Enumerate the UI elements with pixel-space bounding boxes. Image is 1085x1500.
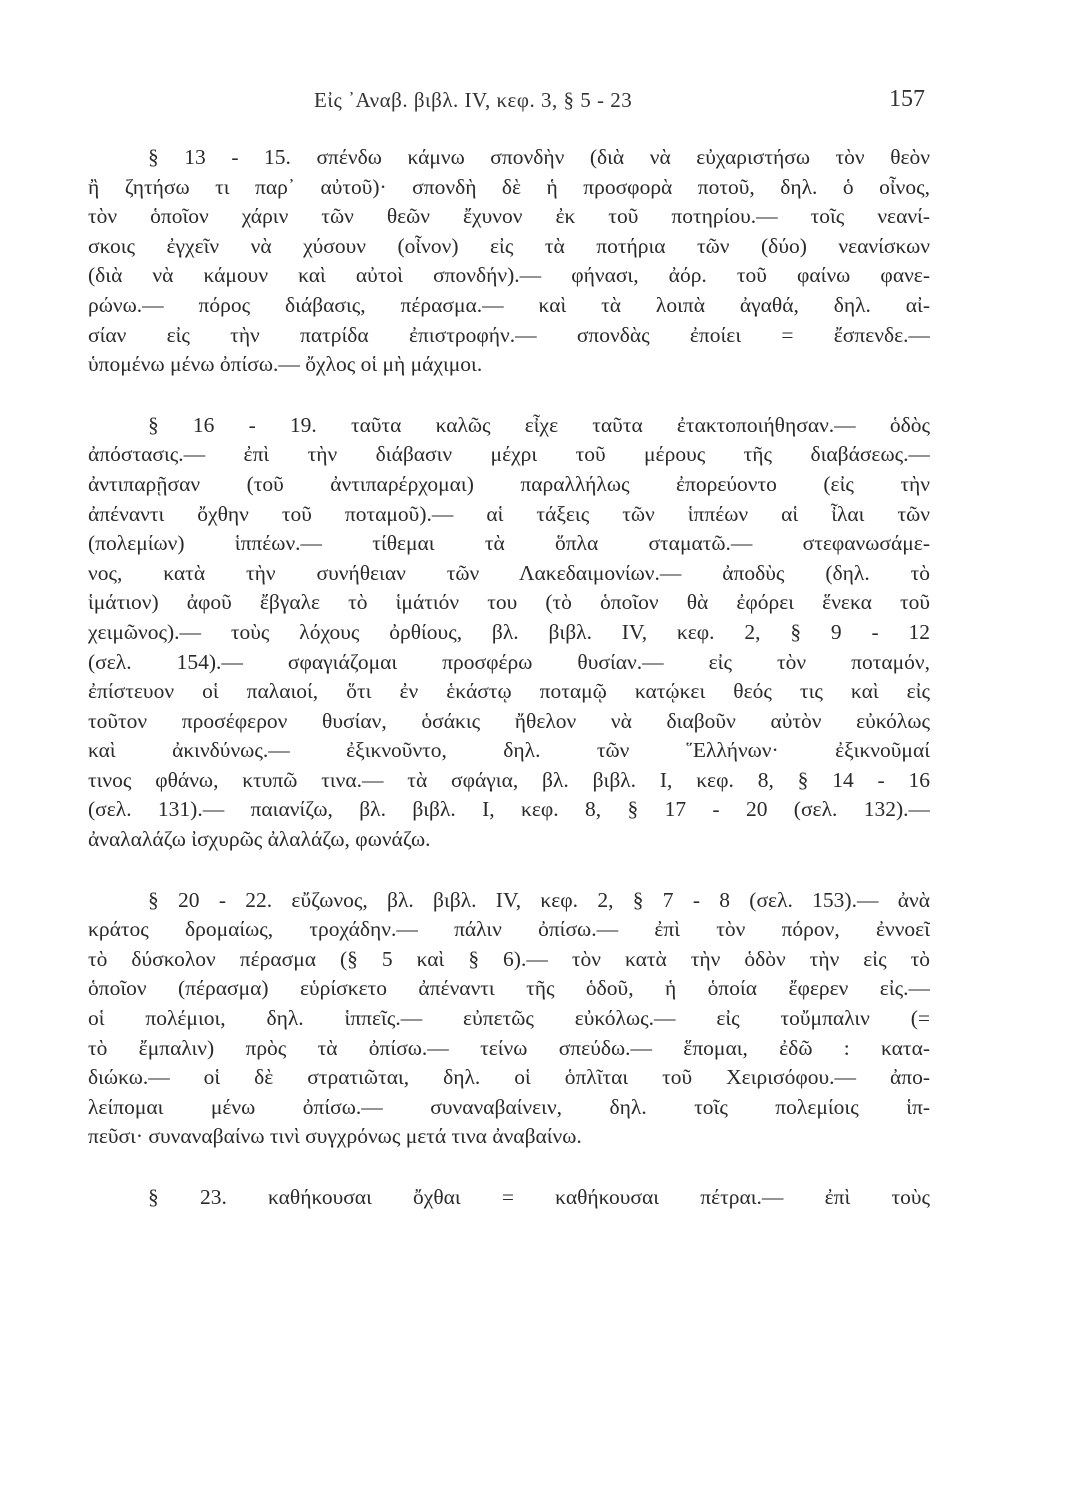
text-line: ἀπέναντι ὄχθην τοῦ ποταμοῦ).— αἱ τάξεις τῶν ἱππέων αἱ ἶλαι τῶν	[88, 501, 930, 526]
text-line: (διὰ νὰ κάμουν καὶ αὐτοὶ σπονδήν).— φήνασι, ἀόρ. τοῦ φαίνω φανε-	[88, 263, 930, 288]
paragraph-23	[88, 1183, 930, 1213]
paragraph-16-19	[88, 411, 930, 855]
text-line: τοῦτον προσέφερον θυσίαν, ὁσάκις ἤθελον νὰ διαβοῦν αὐτὸν εὐκόλως	[88, 708, 930, 733]
running-title: Εἰς ᾽Αναβ. βιβλ. IV, κεφ. 3, § 5 - 23	[314, 88, 633, 112]
text-line: λείπομαι μένω ὀπίσω.— συναναβαίνειν, δηλ. τοῖς πολεμίοις ἱπ-	[88, 1094, 930, 1119]
paragraph-20-22	[88, 886, 930, 1152]
text-line: οἱ πολέμιοι, δηλ. ἱππεῖς.— εὐπετῶς εὐκόλως.— εἰς τοὔμπαλιν (=	[88, 1006, 930, 1031]
text-line: σίαν εἰς τὴν πατρίδα ἐπιστροφήν.— σπονδὰς ἐποίει = ἔσπενδε.—	[88, 322, 930, 347]
text-line: τινος φθάνω, κτυπῶ τινα.— τὰ σφάγια, βλ. βιβλ. I, κεφ. 8, § 14 - 16	[88, 767, 930, 792]
text-line: § 16 - 19. ταῦτα καλῶς εἶχε ταῦτα ἐτακτοποιήθησαν.— ὁδὸς	[148, 412, 930, 437]
text-line: (πολεμίων) ἱππέων.— τίθεμαι τὰ ὅπλα σταματῶ.— στεφανωσάμε-	[88, 531, 930, 556]
text-line: ἱμάτιον) ἀφοῦ ἔβγαλε τὸ ἱμάτιόν του (τὸ ὁποῖον θὰ ἐφόρει ἕνεκα τοῦ	[88, 590, 930, 615]
text-line: § 13 - 15. σπένδω κάμνω σπονδὴν (διὰ νὰ εὐχαριστήσω τὸν θεὸν	[148, 145, 930, 169]
text-line: τὸ δύσκολον πέρασμα (§ 5 καὶ § 6).— τὸν κατὰ τὴν ὁδὸν τὴν εἰς τὸ	[88, 946, 930, 971]
text-line: ἐπίστευον οἱ παλαιοί, ὅτι ἐν ἑκάστῳ ποταμῷ κατῴκει θεός τις καὶ εἰς	[88, 679, 930, 704]
text-line: σκοις ἐγχεῖν νὰ χύσουν (οἶνον) εἰς τὰ ποτήρια τῶν (δύο) νεανίσκων	[88, 233, 930, 258]
text-line: (σελ. 154).— σφαγιάζομαι προσφέρω θυσίαν.— εἰς τὸν ποταμόν,	[88, 649, 930, 674]
text-line: § 20 - 22. εὔζωνος, βλ. βιβλ. IV, κεφ. 2, § 7 - 8 (σελ. 153).— ἀνὰ	[148, 887, 930, 912]
text-line: νος, κατὰ τὴν συνήθειαν τῶν Λακεδαιμονίων.— ἀποδὺς (δηλ. τὸ	[88, 560, 930, 585]
text-line: § 23. καθήκουσαι ὄχθαι = καθήκουσαι πέτραι.— ἐπὶ τοὺς	[148, 1185, 930, 1209]
text-line: ὑπομένω μένω ὀπίσω.— ὄχλος οἱ μὴ μάχιμοι.	[88, 352, 483, 377]
commentary-text	[88, 143, 930, 1244]
text-line: διώκω.— οἱ δὲ στρατιῶται, δηλ. οἱ ὁπλῖται τοῦ Χειρισόφου.— ἀπο-	[88, 1065, 930, 1090]
text-line: ἢ ζητήσω τι παρ᾽ αὐτοῦ)· σπονδὴ δὲ ἡ προσφορὰ ποτοῦ, δηλ. ὁ οἶνος,	[88, 174, 930, 199]
running-header	[90, 88, 935, 118]
text-line: χειμῶνος).— τοὺς λόχους ὀρθίους, βλ. βιβλ. IV, κεφ. 2, § 9 - 12	[88, 619, 930, 644]
text-line: ἀπόστασις.— ἐπὶ τὴν διάβασιν μέχρι τοῦ μέρους τῆς διαβάσεως.—	[88, 442, 930, 467]
text-line: τὸ ἔμπαλιν) πρὸς τὰ ὀπίσω.— τείνω σπεύδω.— ἕπομαι, ἐδῶ : κατα-	[88, 1035, 930, 1060]
text-line: ἀναλαλάζω ἰσχυρῶς ἀλαλάζω, φωνάζω.	[88, 827, 431, 852]
text-line: (σελ. 131).— παιανίζω, βλ. βιβλ. I, κεφ. 8, § 17 - 20 (σελ. 132).—	[88, 797, 930, 822]
text-line: ὁποῖον (πέρασμα) εὑρίσκετο ἀπέναντι τῆς ὁδοῦ, ἡ ὁποία ἔφερεν εἰς.—	[88, 976, 930, 1001]
text-line: τὸν ὁποῖον χάριν τῶν θεῶν ἔχυνον ἐκ τοῦ ποτηρίου.— τοῖς νεανί-	[88, 204, 930, 229]
page-number: 157	[889, 86, 925, 112]
text-line: πεῦσι· συναναβαίνω τινὶ συγχρόνως μετά τινα ἀναβαίνω.	[88, 1124, 582, 1149]
text-line: ἀντιπαρῇσαν (τοῦ ἀντιπαρέρχομαι) παραλλήλως ἐπορεύοντο (εἰς τὴν	[88, 471, 930, 496]
text-line: καὶ ἀκινδύνως.— ἐξικνοῦντο, δηλ. τῶν ῞Ελλήνων· ἐξικνοῦμαί	[88, 738, 930, 763]
text-line: κράτος δρομαίως, τροχάδην.— πάλιν ὀπίσω.— ἐπὶ τὸν πόρον, ἐννοεῖ	[88, 917, 930, 942]
text-line: ρώνω.— πόρος διάβασις, πέρασμα.— καὶ τὰ λοιπὰ ἀγαθά, δηλ. αἰ-	[88, 292, 930, 317]
paragraph-13-15	[88, 143, 930, 380]
